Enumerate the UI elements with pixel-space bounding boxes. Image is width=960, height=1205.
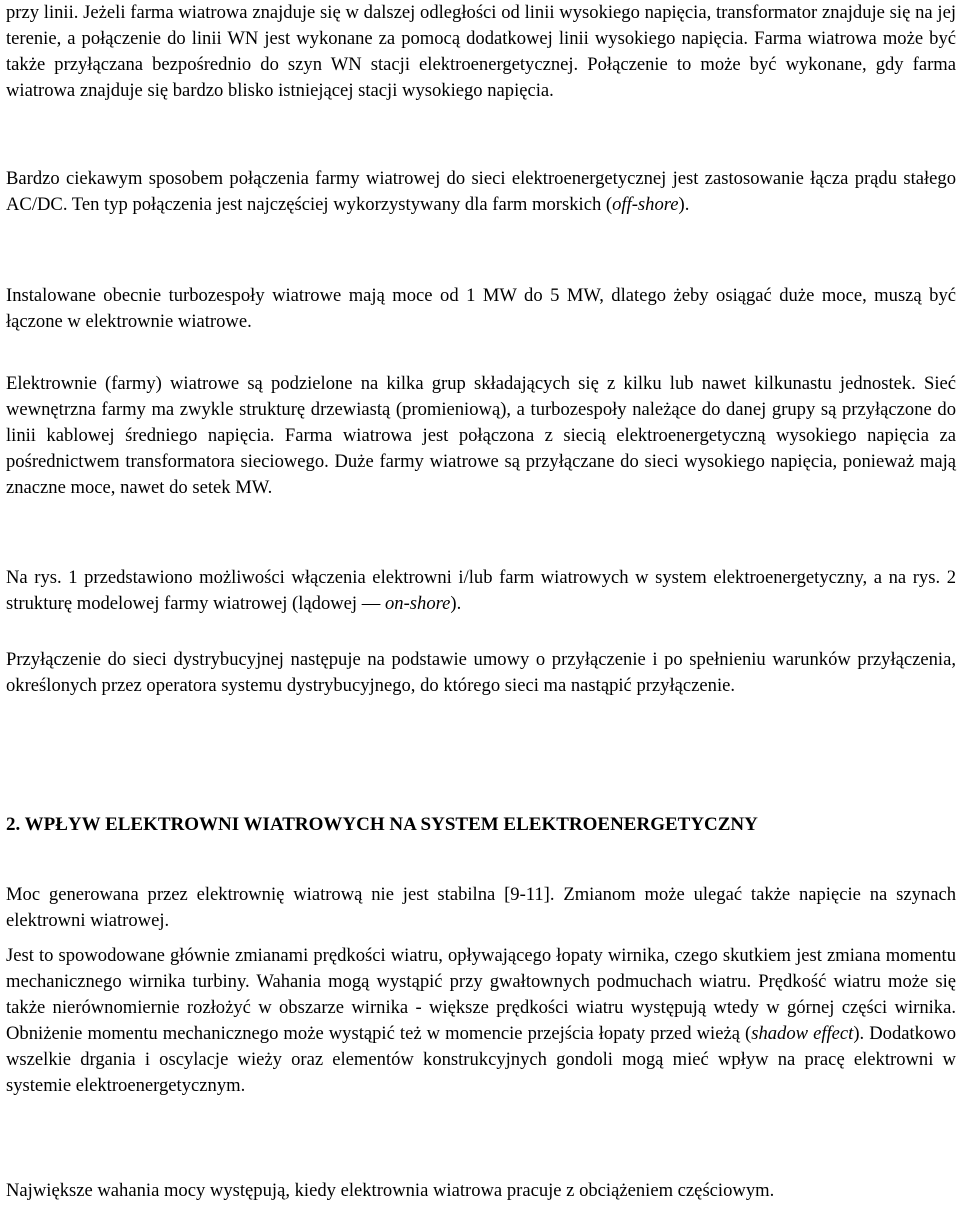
paragraph-6 — [6, 647, 956, 699]
paragraph-8-text: Jest to spowodowane głównie zmianami prędkości wiatru, opływającego łopaty wirnika, czego skutkiem jest zmiana momentu mechanicznego wirnika turbiny. Wahania mogą wystąpić przy gwałtownych podmuchach wiatru. Prędkość wiatru może się także nierównomiernie rozłożyć w obszarze wirnika - większe prędkości wiatru występują wtedy w górnej części wirnika. Obniżenie momentu mechanicznego może wystąpić też w momencie przejścia łopaty przed wieżą ( — [6, 945, 956, 1045]
paragraph-7-text: Moc generowana przez elektrownię wiatrową nie jest stabilna [9-11]. Zmianom może ulegać także napięcie na szynach elektrowni wiatrowej. — [6, 884, 956, 932]
paragraph-5 — [6, 565, 956, 617]
paragraph-4-text: Elektrownie (farmy) wiatrowe są podzielone na kilka grup składających się z kilku lub nawet kilkunastu jednostek. Sieć wewnętrzna farmy ma zwykle strukturę drzewiastą (promieniową), a turbozespoły należące do danej grupy są przyłączone do linii kablowej średniego napięcia. Farma wiatrowa jest połączona z siecią elektroenergetyczną wysokiego napięcia za pośrednictwem transformatora sieciowego. Duże farmy wiatrowe są przyłączane do sieci wysokiego napięcia, ponieważ mają znaczne moce, nawet do setek MW. — [6, 373, 956, 499]
paragraph-9-text: Największe wahania mocy występują, kiedy elektrownia wiatrowa pracuje z obciążeniem częściowym. — [6, 1180, 775, 1201]
paragraph-5-text-end: ). — [450, 593, 462, 615]
paragraph-1-text: przy linii. Jeżeli farma wiatrowa znajduje się w dalszej odległości od linii wysokiego napięcia, transformator znajduje się na jej terenie, a połączenie do linii WN jest wykonane za pomocą dodatkowej linii wysokiego napięcia. Farma wiatrowa może być także przyłączana bezpośrednio do szyn WN stacji elektroenergetycznej. Połączenie to może być wykonane, gdy farma wiatrowa znajduje się bardzo blisko istniejącej stacji wysokiego napięcia. — [6, 2, 956, 102]
paragraph-8-text-end: ). Dodatkowo wszelkie drgania i oscylacje wieży oraz elementów konstrukcyjnych gondoli mogą mieć wpływ na pracę elektrowni w systemie elektroenergetycznym. — [6, 1023, 956, 1097]
paragraph-3 — [6, 283, 956, 335]
paragraph-2 — [6, 166, 956, 218]
paragraph-1 — [6, 0, 956, 104]
paragraph-3-text: Instalowane obecnie turbozespoły wiatrowe mają moce od 1 MW do 5 MW, dlatego żeby osiągać duże moce, muszą być łączone w elektrownie wiatrowe. — [6, 285, 956, 333]
paragraph-9 — [6, 1178, 956, 1204]
paragraph-2-italic: off-shore — [612, 194, 679, 216]
paragraph-2-text: Bardzo ciekawym sposobem połączenia farmy wiatrowej do sieci elektroenergetycznej jest zastosowanie łącza prądu stałego AC/DC. Ten typ połączenia jest najczęściej wykorzystywany dla farm morskich ( — [6, 168, 956, 216]
section-heading: 2. WPŁYW ELEKTROWNI WIATROWYCH NA SYSTEM ELEKTROENERGETYCZNY — [6, 814, 758, 835]
paragraph-6-text: Przyłączenie do sieci dystrybucyjnej następuje na podstawie umowy o przyłączenie i po spełnieniu warunków przyłączenia, określonych przez operatora systemu dystrybucyjnego, do którego sieci ma nastąpić przyłączenie. — [6, 649, 956, 697]
paragraph-8 — [6, 943, 956, 1100]
paragraph-4 — [6, 371, 956, 501]
paragraph-2-text-end: ). — [678, 194, 690, 216]
paragraph-5-italic: on-shore — [385, 593, 451, 615]
paragraph-7 — [6, 882, 956, 934]
paragraph-5-text: Na rys. 1 przedstawiono możliwości włączenia elektrowni i/lub farm wiatrowych w system elektroenergetyczny, a na rys. 2 strukturę modelowej farmy wiatrowej (lądowej — — [6, 567, 956, 615]
paragraph-8-italic: shadow effect — [751, 1023, 854, 1045]
